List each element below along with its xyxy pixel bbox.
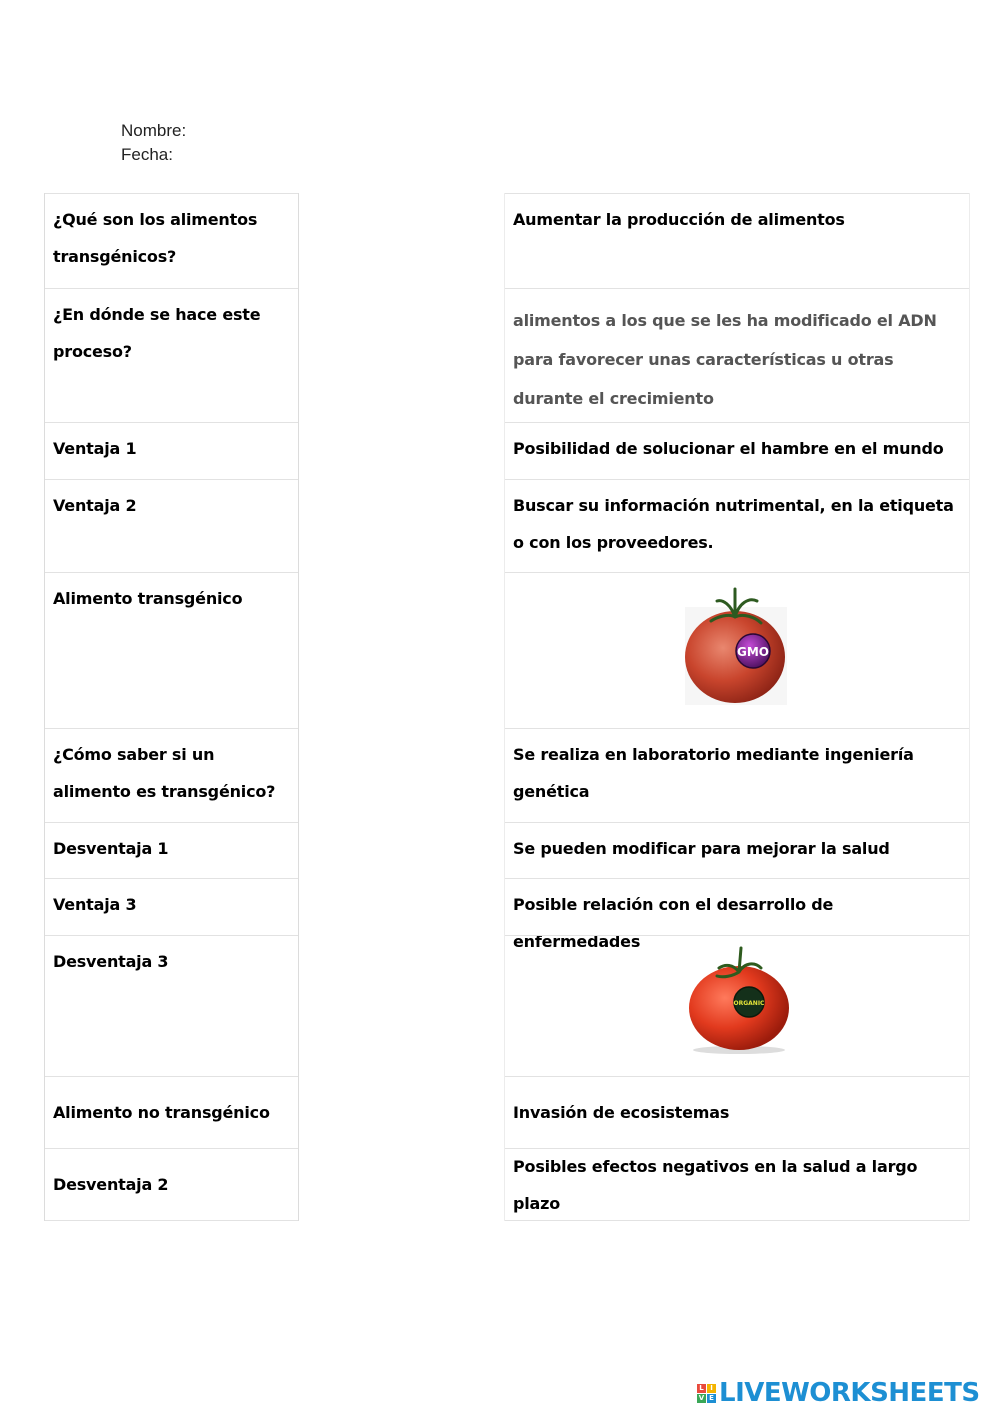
logo-mark-icon (697, 1384, 716, 1403)
left-row-text: Ventaja 1 (53, 439, 137, 458)
left-row-1[interactable] (45, 193, 298, 288)
right-row-text: Posibles efectos negativos en la salud a largo plazo (513, 1156, 918, 1213)
right-row-text: Buscar su información nutrimental, en la etiqueta o con los proveedores. (513, 496, 954, 552)
organic-label: ORGANIC (733, 1000, 765, 1007)
right-row-5[interactable] (505, 572, 969, 728)
left-row-text: Ventaja 3 (53, 895, 137, 914)
left-row-text: ¿Cómo saber si un alimento es transgénico? (53, 745, 276, 801)
left-row-3[interactable] (45, 422, 298, 479)
left-row-6[interactable] (45, 728, 298, 822)
left-row-text: Desventaja 2 (53, 1175, 169, 1194)
left-row-7[interactable] (45, 822, 298, 878)
left-row-text: Desventaja 3 (53, 952, 169, 971)
right-row-2[interactable] (505, 288, 969, 422)
left-row-text: Alimento transgénico (53, 589, 243, 608)
left-row-8[interactable] (45, 878, 298, 935)
left-row-text: Alimento no transgénico (53, 1103, 270, 1122)
right-row-4[interactable] (505, 479, 969, 572)
right-row-7[interactable] (505, 822, 969, 878)
right-row-text: Se pueden modificar para mejorar la salud (513, 839, 890, 858)
answers-column (504, 193, 970, 1221)
right-row-3[interactable] (505, 422, 969, 479)
left-row-text: Desventaja 1 (53, 839, 169, 858)
left-row-2[interactable] (45, 288, 298, 422)
brand-name: LIVEWORKSHEETS (719, 1378, 980, 1408)
left-row-text: Ventaja 2 (53, 496, 137, 515)
name-label: Nombre: (121, 121, 187, 140)
left-row-text: ¿En dónde se hace este proceso? (53, 305, 261, 361)
left-row-4[interactable] (45, 479, 298, 572)
tomato-gmo-icon (683, 587, 789, 707)
date-label: Fecha: (121, 145, 173, 164)
right-row-1[interactable] (505, 193, 969, 288)
logo-letter: L (697, 1384, 706, 1393)
liveworksheets-logo[interactable] (697, 1378, 980, 1408)
tomato-organic-icon (683, 946, 793, 1056)
right-row-text: Posibilidad de solucionar el hambre en el mundo (513, 439, 944, 458)
left-row-text: ¿Qué son los alimentos transgénicos? (53, 210, 258, 266)
right-row-8[interactable] (505, 878, 969, 951)
logo-letter: E (707, 1394, 716, 1403)
right-row-text: Aumentar la producción de alimentos (513, 210, 845, 229)
right-row-9[interactable] (505, 935, 969, 1076)
right-row-text: alimentos a los que se les ha modificado el ADN para favorecer unas características u otras durante el crecimiento (513, 311, 937, 408)
left-row-9[interactable] (45, 935, 298, 1076)
left-row-10[interactable] (45, 1076, 298, 1148)
right-row-6[interactable] (505, 728, 969, 822)
right-row-11[interactable] (505, 1148, 969, 1221)
questions-column (44, 193, 299, 1221)
right-row-text: Posible relación con el desarrollo de enfermedades (513, 895, 834, 951)
logo-letter: I (707, 1384, 716, 1393)
left-row-5[interactable] (45, 572, 298, 728)
logo-letter: V (698, 1393, 705, 1402)
right-row-text: Invasión de ecosistemas (513, 1103, 730, 1122)
gmo-label: GMO (737, 645, 769, 659)
left-row-11[interactable] (45, 1148, 298, 1221)
right-row-10[interactable] (505, 1076, 969, 1148)
right-row-text: Se realiza en laboratorio mediante ingeniería genética (513, 745, 914, 801)
